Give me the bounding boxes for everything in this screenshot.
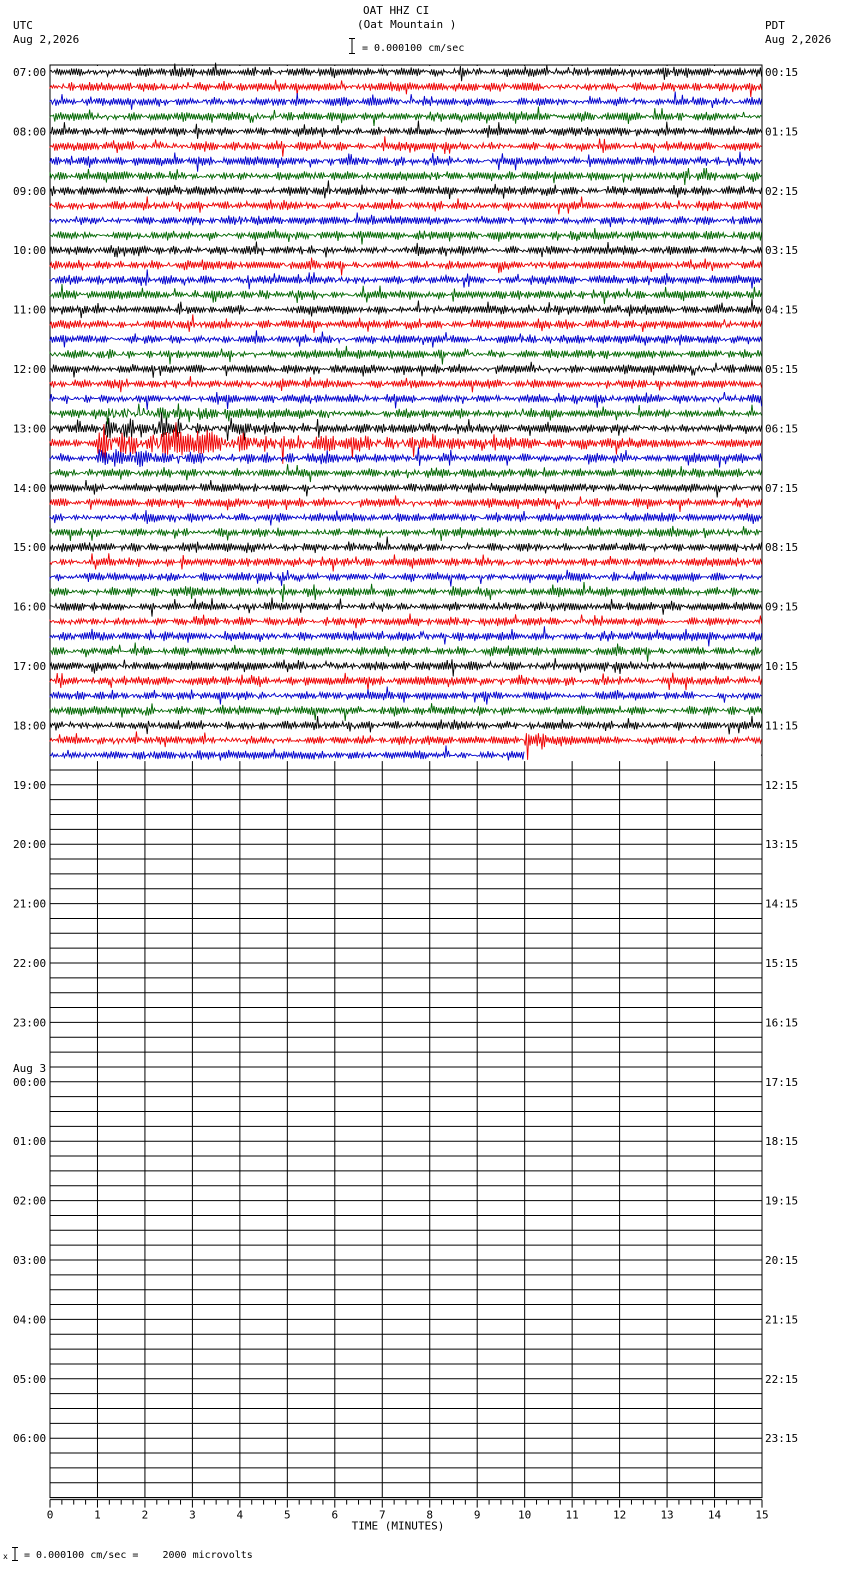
pdt-hour-label: 17:15 bbox=[765, 1075, 799, 1089]
utc-hour-label: 02:00 bbox=[13, 1194, 47, 1208]
pdt-hour-label: 04:15 bbox=[765, 303, 799, 317]
pdt-hour-label: 05:15 bbox=[765, 363, 799, 376]
pdt-hour-label: 19:15 bbox=[765, 1194, 799, 1208]
pdt-hour-label: 20:15 bbox=[765, 1254, 799, 1267]
utc-hour-label: 12:00 bbox=[13, 363, 47, 376]
utc-hour-label: 13:00 bbox=[13, 422, 47, 436]
left-date: Aug 2,2026 bbox=[13, 33, 80, 46]
utc-hour-label: 04:00 bbox=[13, 1313, 47, 1327]
pdt-hour-label: 09:15 bbox=[765, 600, 799, 614]
scale-text: = 0.000100 cm/sec bbox=[362, 43, 465, 54]
utc-hour-label: 18:00 bbox=[13, 719, 47, 733]
utc-hour-label: 08:00 bbox=[13, 125, 47, 139]
pdt-hour-label: 07:15 bbox=[765, 481, 799, 495]
station-title: OAT HHZ CI bbox=[363, 4, 430, 17]
utc-hour-label: 03:00 bbox=[13, 1254, 47, 1267]
x-tick-label: 14 bbox=[707, 1508, 722, 1522]
x-tick-label: 3 bbox=[189, 1508, 196, 1522]
utc-hour-label: 21:00 bbox=[13, 897, 47, 911]
utc-hour-label: 14:00 bbox=[13, 481, 47, 495]
utc-hour-label: 22:00 bbox=[13, 957, 47, 970]
pdt-hour-label: 10:15 bbox=[765, 660, 799, 673]
x-tick-label: 9 bbox=[473, 1508, 481, 1522]
x-tick-label: 4 bbox=[236, 1508, 244, 1522]
pdt-hour-label: 06:15 bbox=[765, 422, 799, 436]
date-change-label: Aug 3 bbox=[13, 1061, 47, 1075]
left-timezone: UTC bbox=[13, 19, 33, 32]
x-tick-label: 2 bbox=[141, 1508, 149, 1522]
pdt-hour-label: 13:15 bbox=[765, 838, 799, 852]
utc-hour-label: 00:00 bbox=[13, 1075, 47, 1089]
utc-hour-label: 15:00 bbox=[13, 541, 47, 555]
right-date: Aug 2,2026 bbox=[765, 33, 832, 46]
pdt-hour-label: 00:15 bbox=[765, 66, 799, 79]
x-axis-label: TIME (MINUTES) bbox=[351, 1519, 445, 1533]
utc-hour-label: 11:00 bbox=[13, 303, 47, 317]
x-tick-label: 6 bbox=[331, 1508, 339, 1522]
pdt-hour-label: 16:15 bbox=[765, 1016, 799, 1030]
utc-hour-label: 09:00 bbox=[13, 184, 47, 198]
pdt-hour-label: 15:15 bbox=[765, 957, 799, 970]
x-tick-label: 7 bbox=[378, 1508, 386, 1522]
pdt-hour-label: 02:15 bbox=[765, 184, 799, 198]
footer-scale-icon bbox=[3, 1546, 19, 1562]
pdt-hour-label: 23:15 bbox=[765, 1432, 799, 1446]
pdt-hour-label: 01:15 bbox=[765, 125, 799, 139]
svg-text:x: x bbox=[3, 1552, 8, 1561]
station-location: (Oat Mountain ) bbox=[357, 18, 457, 31]
x-tick-label: 12 bbox=[612, 1508, 627, 1522]
right-timezone: PDT bbox=[765, 19, 785, 32]
pdt-hour-label: 08:15 bbox=[765, 541, 799, 555]
pdt-hour-label: 03:15 bbox=[765, 244, 799, 258]
x-tick-label: 0 bbox=[46, 1508, 54, 1522]
utc-hour-label: 16:00 bbox=[13, 600, 47, 614]
utc-hour-label: 05:00 bbox=[13, 1372, 47, 1386]
pdt-hour-label: 18:15 bbox=[765, 1135, 799, 1149]
x-tick-label: 5 bbox=[284, 1508, 291, 1522]
x-tick-label: 13 bbox=[660, 1508, 674, 1522]
pdt-hour-label: 22:15 bbox=[765, 1372, 799, 1386]
x-tick-label: 1 bbox=[94, 1508, 101, 1522]
utc-hour-label: 01:00 bbox=[13, 1135, 47, 1149]
utc-hour-label: 19:00 bbox=[13, 778, 47, 792]
x-tick-label: 15 bbox=[755, 1508, 769, 1522]
pdt-hour-label: 11:15 bbox=[765, 719, 799, 733]
utc-hour-label: 06:00 bbox=[13, 1432, 47, 1446]
utc-hour-label: 20:00 bbox=[13, 838, 47, 852]
utc-hour-label: 23:00 bbox=[13, 1016, 47, 1030]
footer-scale-text: = 0.000100 cm/sec = 2000 microvolts bbox=[24, 1550, 253, 1561]
x-tick-label: 11 bbox=[565, 1508, 579, 1522]
pdt-hour-label: 14:15 bbox=[765, 897, 799, 911]
utc-hour-label: 07:00 bbox=[13, 66, 47, 79]
x-tick-label: 8 bbox=[426, 1508, 434, 1522]
x-tick-label: 10 bbox=[518, 1508, 532, 1522]
utc-hour-label: 17:00 bbox=[13, 660, 47, 673]
utc-hour-label: 10:00 bbox=[13, 244, 47, 258]
pdt-hour-label: 12:15 bbox=[765, 778, 799, 792]
pdt-hour-label: 21:15 bbox=[765, 1313, 799, 1327]
